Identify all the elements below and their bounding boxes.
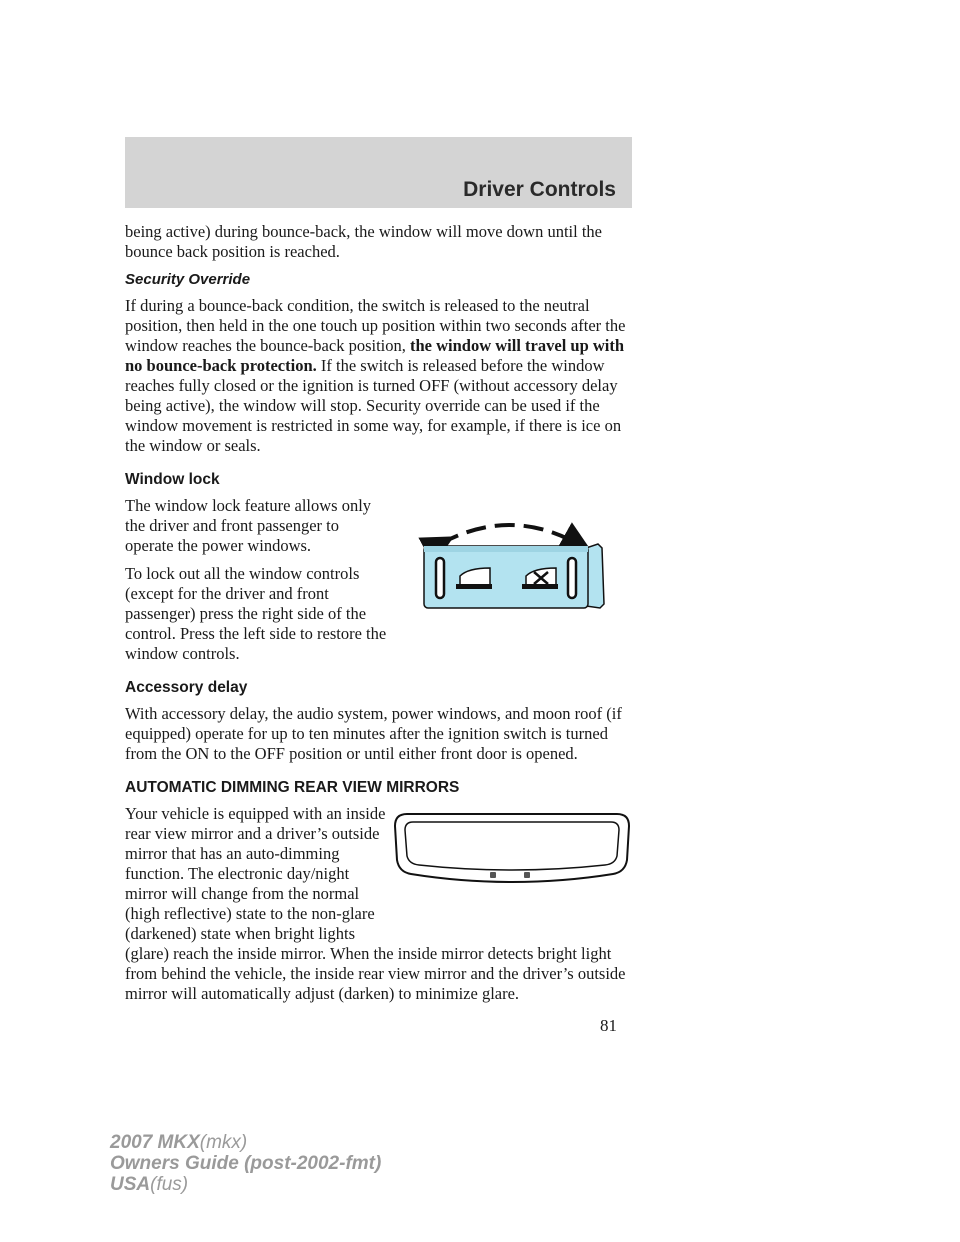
- security-text-b: If the switch is released before the window reaches fully closed or the ignition is turned OFF (without accessory delay being active), the window will stop. Security override can be used if the window movement is restricted in some way, for example, if there is ice on the window or seals.: [125, 356, 622, 455]
- security-text-bold: the window will travel up with no bounce-back protection.: [125, 336, 625, 375]
- footer-line-2: Owners Guide (post-2002-fmt): [110, 1153, 382, 1174]
- rear-view-mirror-illustration: [393, 810, 631, 884]
- header-band: [125, 137, 632, 208]
- window-lock-switch-illustration: [418, 518, 610, 630]
- page-number: 81: [600, 1016, 617, 1035]
- paragraph-window-lock-1: The window lock feature allows only the driver and front passenger to operate the power windows.: [125, 496, 372, 555]
- paragraph-security-override: [125, 296, 635, 456]
- mirror-block: [125, 804, 635, 944]
- paragraph-mirror-wide: (glare) reach the inside mirror. When the inside mirror detects bright light from behind the vehicle, the inside rear view mirror and the driver’s outside mirror will automatically adjust (darken) to minimize glare.: [125, 944, 626, 1003]
- section-title: Driver Controls: [463, 178, 616, 201]
- footer-line-1: 2007 MKX(mkx): [110, 1132, 248, 1153]
- window-lock-block: [125, 496, 635, 664]
- security-text-a: If during a bounce-back condition, the switch is released to the neutral position, then held in the one touch up position within two seconds after the window reaches the bounce-back position,: [125, 296, 626, 355]
- document-footer: [110, 1132, 381, 1195]
- paragraph-bounce-back: being active) during bounce-back, the window will move down until the bounce back position is reached.: [125, 222, 603, 261]
- heading-accessory-delay: Accessory delay: [125, 679, 248, 696]
- heading-window-lock: Window lock: [125, 471, 220, 488]
- heading-security-override: Security Override: [125, 271, 251, 288]
- paragraph-accessory-delay: With accessory delay, the audio system, power windows, and moon roof (if equipped) operate for up to ten minutes after the ignition switch is turned from the ON to the OFF position or until either front door is opened.: [125, 704, 622, 763]
- heading-auto-dimming-mirrors: AUTOMATIC DIMMING REAR VIEW MIRRORS: [125, 779, 460, 796]
- paragraph-mirror-narrow: Your vehicle is equipped with an inside rear view mirror and a driver’s outside mirror that has an auto-dimming function. The electronic day/night mirror will change from the normal (high reflective) state to the non-glare (darkened) state when bright lights: [125, 804, 386, 943]
- footer-line-3: USA(fus): [110, 1174, 189, 1195]
- page-content: [125, 222, 635, 1012]
- paragraph-window-lock-2: To lock out all the window controls (except for the driver and front passenger) press the right side of the control. Press the left side to restore the window controls.: [125, 564, 387, 663]
